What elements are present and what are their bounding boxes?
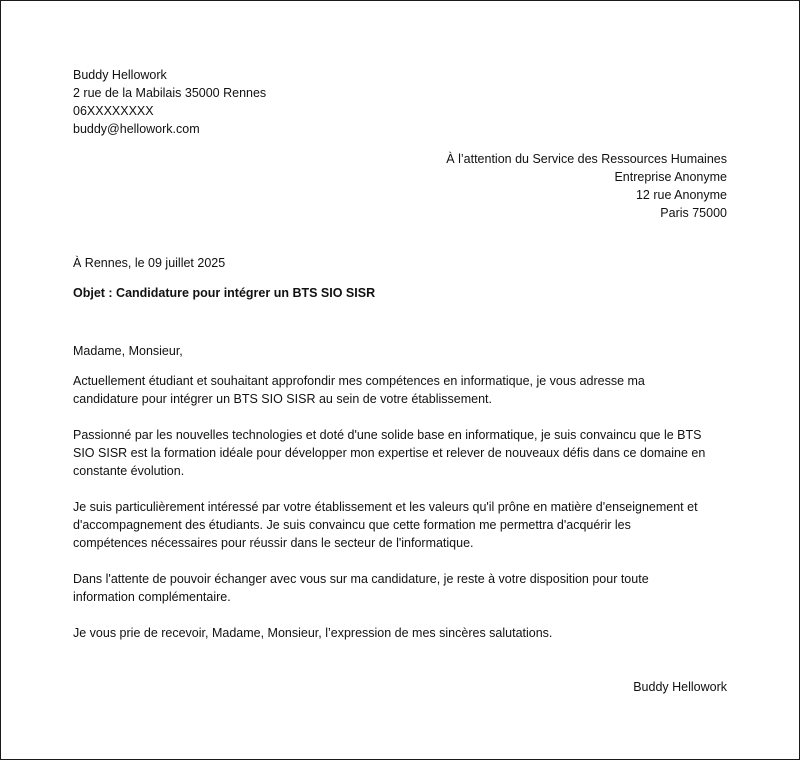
paragraph-line: compétences nécessaires pour réussir dans le secteur de l'informatique. xyxy=(73,536,474,550)
sender-phone: 06XXXXXXXX xyxy=(73,104,154,118)
recipient-attention: À l’attention du Service des Ressources Humaines xyxy=(446,152,727,166)
recipient-company: Entreprise Anonyme xyxy=(614,170,727,184)
paragraph-line: d'accompagnement des étudiants. Je suis convaincu que cette formation me permettra d'acquérir les xyxy=(73,518,631,532)
sender-email: buddy@hellowork.com xyxy=(73,122,200,136)
paragraph-line: Je vous prie de recevoir, Madame, Monsieur, l’expression de mes sincères salutations. xyxy=(73,626,553,640)
sender-address: 2 rue de la Mabilais 35000 Rennes xyxy=(73,86,267,100)
salutation: Madame, Monsieur, xyxy=(73,344,183,358)
recipient-city: Paris 75000 xyxy=(660,206,727,220)
subject-line: Objet : Candidature pour intégrer un BTS SIO SISR xyxy=(73,286,376,300)
recipient-block xyxy=(446,150,727,222)
paragraph-line: candidature pour intégrer un BTS SIO SISR au sein de votre établissement. xyxy=(73,392,492,406)
recipient-street: 12 rue Anonyme xyxy=(635,188,727,202)
sender-block xyxy=(73,66,266,138)
signature: Buddy Hellowork xyxy=(633,680,727,694)
paragraph-2 xyxy=(73,426,733,480)
paragraph-3 xyxy=(73,498,733,552)
sender-name: Buddy Hellowork xyxy=(73,68,167,82)
paragraph-4 xyxy=(73,570,733,606)
paragraph-line: constante évolution. xyxy=(73,464,185,478)
paragraph-5 xyxy=(73,624,733,642)
paragraph-line: Actuellement étudiant et souhaitant approfondir mes compétences en informatique, je vous adresse ma xyxy=(73,374,645,388)
paragraph-line: Dans l'attente de pouvoir échanger avec vous sur ma candidature, je reste à votre disposition pour toute xyxy=(73,572,649,586)
paragraph-line: Passionné par les nouvelles technologies et doté d'une solide base en informatique, je suis convaincu que le BTS xyxy=(73,428,702,442)
date-line: À Rennes, le 09 juillet 2025 xyxy=(73,256,226,270)
paragraph-line: information complémentaire. xyxy=(73,590,231,604)
paragraph-line: SIO SISR est la formation idéale pour développer mon expertise et relever de nouveaux défis dans ce domaine en xyxy=(73,446,706,460)
paragraph-1 xyxy=(73,372,733,408)
paragraph-line: Je suis particulièrement intéressé par votre établissement et les valeurs qu'il prône en matière d'enseignement et xyxy=(73,500,698,514)
